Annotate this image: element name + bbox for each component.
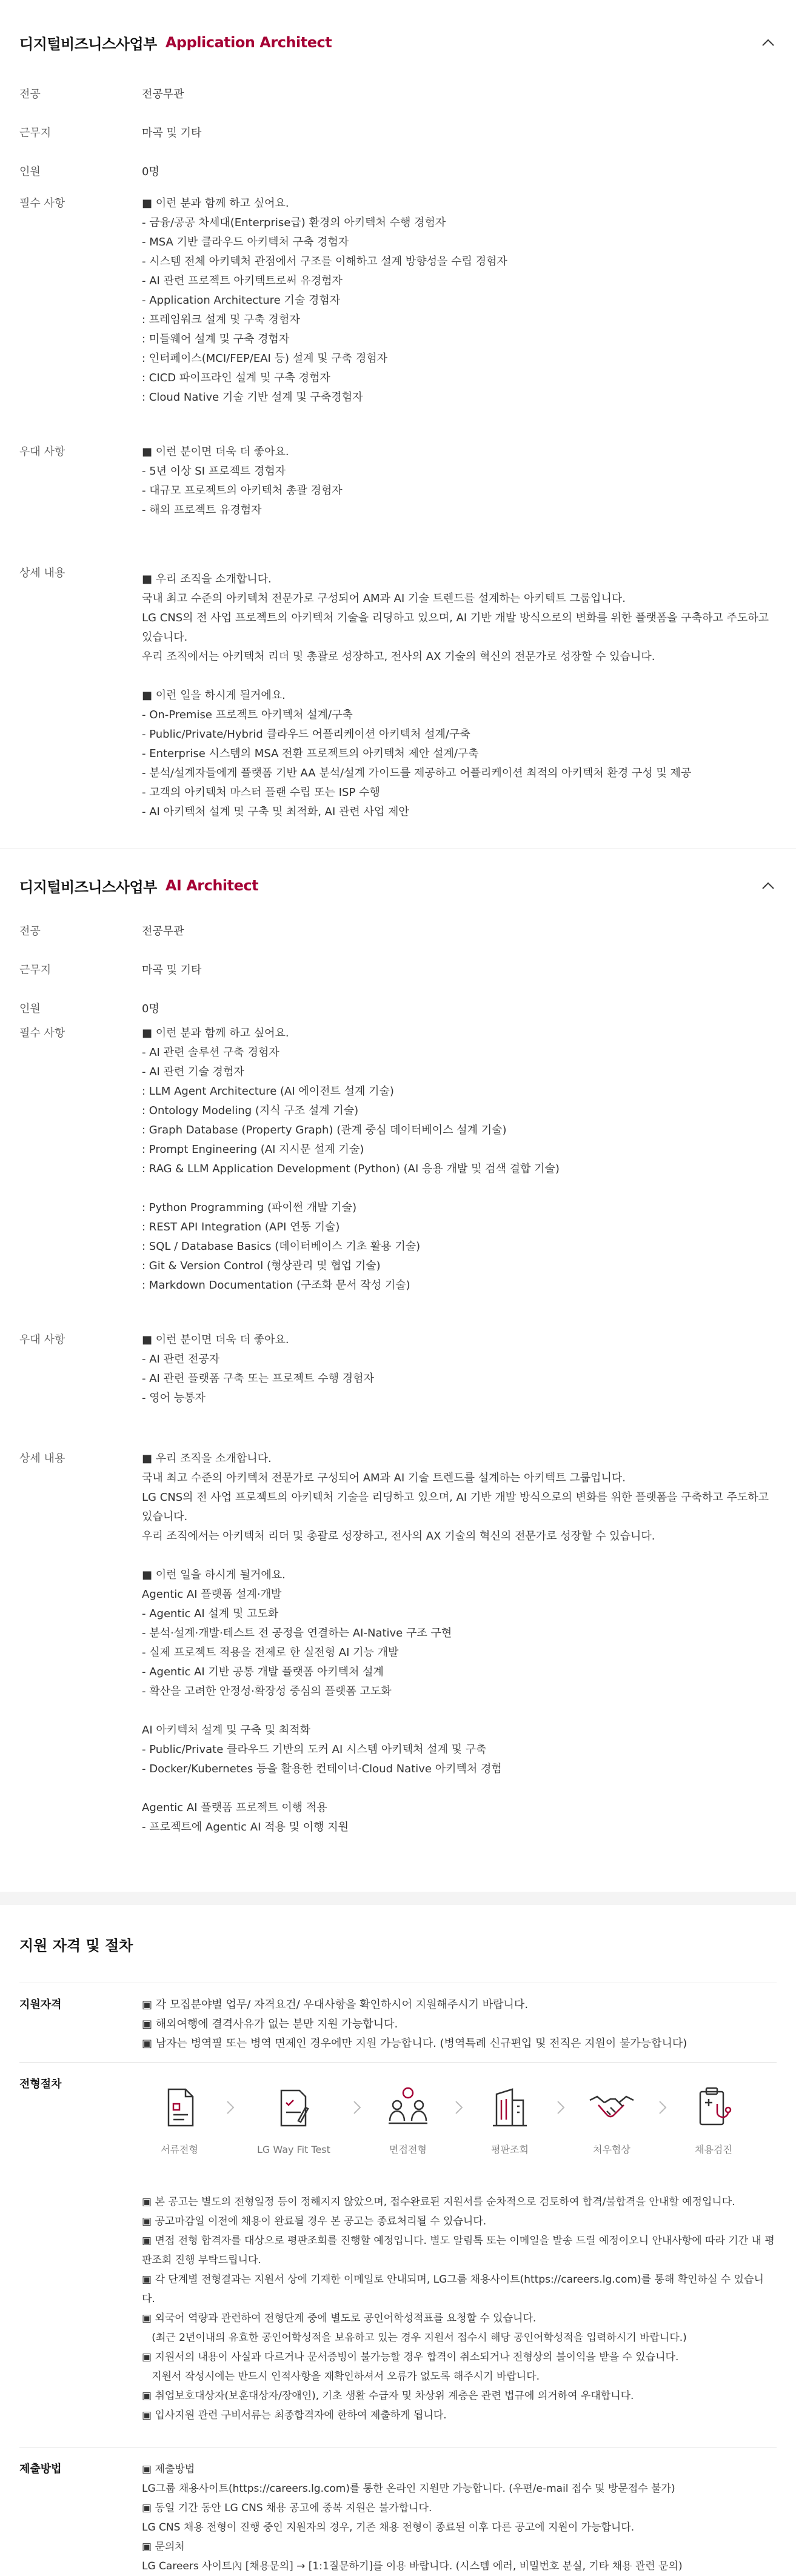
field-label: 지원자격 [19,1998,62,2011]
list-item: ■ 우리 조직을 소개합니다. [142,573,272,586]
step-label: 서류전형 [161,2144,198,2155]
field-detail [19,564,777,821]
process-step [155,2083,204,2160]
list-item: ▣ 동일 기간 동안 LG CNS 채용 공고에 중복 지원은 불가합니다. [142,2502,432,2514]
list-item: : Cloud Native 기술 기반 설계 및 구축경험자 [142,391,363,404]
qualification-row [19,1983,777,2062]
job-header[interactable] [19,849,777,922]
process-notes [142,2192,777,2425]
field-label: 필수 사항 [19,1027,65,1039]
field-label: 근무지 [19,964,52,976]
list-item: ■ 이런 분과 함께 하고 싶어요. [142,1027,289,1039]
handshake-icon [587,2083,636,2132]
list-item: ▣ 해외여행에 결격사유가 없는 분만 지원 가능합니다. [142,2018,398,2030]
list-item: - 분석·설계·개발·테스트 전 공정을 연결하는 AI-Native 구조 구현 [142,1627,452,1640]
list-item [142,1179,777,1198]
detail-list [142,1449,777,1849]
field-label: 상세 내용 [19,567,65,579]
chevron-right-icon [432,2083,486,2132]
job-posting-ai-architect [0,849,796,1849]
chevron-up-icon[interactable] [760,34,777,51]
field-value: 0명 [142,165,159,178]
field-required [19,1024,777,1330]
list-item: - 분석/설계자들에게 플랫폼 기반 AA 분석/설계 가이드를 제공하고 어플리케이션 최적의 아키텍처 환경 구성 및 제공 [142,767,692,779]
field-label: 전공 [19,88,41,101]
list-item: Agentic AI 플랫폼 설계·개발 [142,1588,282,1601]
field-label: 전형절차 [19,2078,62,2090]
step-label: 면접전형 [389,2144,427,2155]
interview-icon [384,2083,432,2132]
list-item: - 5년 이상 SI 프로젝트 경험자 [142,465,286,478]
list-item [142,667,777,686]
step-label: 평판조회 [490,2144,529,2155]
list-item: : Git & Version Control (형상관리 및 협업 기술) [142,1260,381,1272]
field-label: 근무지 [19,127,52,139]
list-item: ■ 이런 분과 함께 하고 싶어요. [142,197,289,210]
list-item: : 프레임워크 설계 및 구축 경험자 [142,313,300,326]
list-item: ▣ 공고마감일 이전에 채용이 완료될 경우 본 공고는 종료처리될 수 있습니다. [142,2215,487,2227]
list-item: - 해외 프로젝트 유경험자 [142,504,262,516]
list-item: : Ontology Modeling (지식 구조 설계 기술) [142,1104,359,1117]
medical-check-icon [689,2083,738,2132]
list-item: ▣ 문의처 [142,2541,185,2553]
field-value: 마곡 및 기타 [142,127,202,139]
list-item: - Public/Private 클라우드 기반의 도커 AI 시스템 아키텍처 설계 및 구축 [142,1743,487,1756]
department-name: 디지털비즈니스사업부 [19,35,157,53]
list-item: - AI 관련 전공자 [142,1353,220,1366]
process-row [19,2063,777,2447]
field-label: 상세 내용 [19,1452,65,1465]
list-item: - AI 관련 기술 경험자 [142,1066,244,1078]
list-item: ▣ 제출방법 [142,2463,195,2475]
detail-list [142,564,777,821]
list-item: - AI 관련 솔루션 구축 경험자 [142,1046,279,1059]
process-step [257,2083,330,2160]
list-item: : Markdown Documentation (구조화 문서 작성 기술) [142,1279,410,1292]
process-step [587,2083,636,2160]
chevron-right-icon [330,2083,384,2132]
field-location [19,124,777,162]
list-item [142,1779,777,1798]
list-item: ▣ 외국어 역량과 관련하여 전형단계 중에 별도로 공인어학성적표를 요청할 수 있습니다. [142,2312,537,2324]
qualification-list [142,1995,777,2062]
field-preferred [19,1330,777,1449]
step-label: 채용검진 [694,2144,732,2155]
list-item: ■ 우리 조직을 소개합니다. [142,1452,272,1465]
list-item: : RAG & LLM Application Development (Python) (AI 응용 개발 및 검색 결합 기술) [142,1163,560,1175]
apply-heading: 지원 자격 및 절차 [19,1937,133,1954]
list-item: ■ 이런 일을 하시게 될거에요. [142,689,286,702]
checklist-icon [269,2083,318,2132]
list-item: - AI 아키텍처 설계 및 구축 및 최적화, AI 관련 사업 제안 [142,806,409,818]
preferred-list [142,1330,777,1449]
list-item: ■ 이런 분이면 더욱 더 좋아요. [142,445,289,458]
list-item: - Docker/Kubernetes 등을 활용한 컨테이너·Cloud Native 아키텍처 경험 [142,1763,502,1775]
job-header[interactable] [19,0,777,85]
document-icon [155,2083,204,2132]
list-item: - MSA 기반 클라우드 아키텍처 구축 경험자 [142,236,349,249]
field-label: 전공 [19,925,41,938]
list-item: 우리 조직에서는 아키텍처 리더 및 총괄로 성장하고, 전사의 AX 기술의 혁신의 전문가로 성장할 수 있습니다. [142,1530,655,1543]
list-item: - 실제 프로젝트 적용을 전제로 한 실전형 AI 기능 개발 [142,1646,399,1659]
list-item: : Prompt Engineering (AI 지시문 설계 기술) [142,1143,364,1156]
list-item: - Application Architecture 기술 경험자 [142,294,341,307]
list-item: : 인터페이스(MCI/FEP/EAI 등) 설계 및 구축 경험자 [142,352,387,365]
process-step [486,2083,534,2160]
field-label: 인원 [19,1003,41,1015]
list-item: - Public/Private/Hybrid 클라우드 어플리케이션 아키텍처 설계/구축 [142,728,470,741]
list-item: - On-Premise 프로젝트 아키텍처 설계/구축 [142,709,353,721]
department-name: 디지털비즈니스사업부 [19,878,157,896]
field-value: 전공무관 [142,88,184,101]
list-item: - 시스템 전체 아키텍처 관점에서 구조를 이해하고 설계 방향성을 수립 경험자 [142,255,507,268]
list-item: : LLM Agent Architecture (AI 에이전트 설계 기술) [142,1085,394,1098]
chevron-up-icon[interactable] [760,877,777,894]
list-item: LG Careers 사이트內 [채용문의] → [1:1질문하기]를 이용 바랍니다. (시스템 에러, 비밀번호 분실, 기타 채용 관련 문의) [142,2560,683,2572]
list-item: : CICD 파이프라인 설계 및 구축 경험자 [142,372,330,384]
list-item: 국내 최고 수준의 아키텍처 전문가로 구성되어 AM과 AI 기술 트렌드를 설계하는 아키텍트 그룹입니다. [142,592,626,605]
list-item: ■ 이런 분이면 더욱 더 좋아요. [142,1333,289,1346]
field-value: 0명 [142,1003,159,1015]
chevron-right-icon [636,2083,689,2132]
list-item: ■ 이런 일을 하시게 될거에요. [142,1569,286,1581]
field-headcount [19,999,777,1024]
process-content [142,2075,777,2447]
step-label: LG Way Fit Test [257,2144,330,2155]
section-divider [0,1892,796,1905]
list-item [142,1701,777,1721]
submit-list [142,2460,777,2576]
list-item: - 고객의 아키텍처 마스터 플랜 수립 또는 ISP 수행 [142,786,380,799]
step-label: 처우협상 [592,2144,630,2155]
field-preferred [19,442,777,564]
field-detail [19,1449,777,1849]
list-item: : Graph Database (Property Graph) (관계 중심 데이터베이스 설계 기술) [142,1124,507,1136]
list-item: : Python Programming (파이썬 개발 기술) [142,1201,357,1214]
job-title: AI Architect [165,877,259,894]
required-list [142,194,777,442]
field-headcount [19,162,777,194]
list-item: LG CNS 채용 전형이 진행 중인 지원자의 경우, 기존 채용 전형이 종료된 이후 다른 공고에 지원이 가능합니다. [142,2521,635,2534]
list-item: ▣ 본 공고는 별도의 전형일정 등이 정해지지 않았으며, 접수완료된 지원서를 순차적으로 검토하여 합격/불합격을 안내할 예정입니다. [142,2196,735,2208]
list-item: ▣ 남자는 병역필 또는 병역 면제인 경우에만 지원 가능합니다. (병역특례 신규편입 및 전직은 지원이 불가능합니다) [142,2037,687,2050]
list-item: 우리 조직에서는 아키텍처 리더 및 총괄로 성장하고, 전사의 AX 기술의 혁신의 전문가로 성장할 수 있습니다. [142,650,655,663]
list-item: ▣ 취업보호대상자(보훈대상자/장애인), 기초 생활 수급자 및 차상위 계층은 관련 법규에 의거하여 우대합니다. [142,2390,634,2402]
list-item: ▣ 각 단계별 전형결과는 지원서 상에 기재한 이메일로 안내되며, LG그룹 채용사이트(https://careers.lg.com)를 통해 확인하실 수 있습니다. [142,2274,764,2305]
list-item: - 확산을 고려한 안정성·확장성 중심의 플랫폼 고도화 [142,1685,392,1698]
list-item: : 미들웨어 설계 및 구축 경험자 [142,333,290,345]
chevron-right-icon [204,2083,257,2132]
field-label: 우대 사항 [19,445,65,458]
list-item: - Agentic AI 설계 및 고도화 [142,1607,279,1620]
list-item: ▣ 각 모집분야별 업무/ 자격요건/ 우대사항을 확인하시어 지원해주시기 바랍니다. [142,1998,529,2011]
list-item: AI 아키텍처 설계 및 구축 및 최적화 [142,1724,310,1737]
list-item: 국내 최고 수준의 아키텍처 전문가로 구성되어 AM과 AI 기술 트렌드를 설계하는 아키텍트 그룹입니다. [142,1472,626,1484]
list-item: - AI 관련 프로젝트 아키텍트로써 유경험자 [142,275,343,287]
field-required [19,194,777,442]
list-item: : SQL / Database Basics (데이터베이스 기초 활용 기술) [142,1240,421,1253]
field-label: 필수 사항 [19,197,65,210]
list-item: - 프로젝트에 Agentic AI 적용 및 이행 지원 [142,1821,349,1834]
list-item: - 금융/공공 차세대(Enterprise급) 환경의 아키텍처 수행 경험자 [142,216,446,229]
field-label: 제출방법 [19,2463,62,2475]
job-posting-application-architect [0,0,796,821]
list-item: - 대규모 프로젝트의 아키텍처 총괄 경험자 [142,484,343,497]
list-item: - AI 관련 플랫폼 구축 또는 프로젝트 수행 경험자 [142,1372,374,1385]
field-label: 인원 [19,165,41,178]
list-item: LG그룹 채용사이트(https://careers.lg.com)를 통한 온라인 지원만 가능합니다. (우편/e-mail 접수 및 방문접수 불가) [142,2483,675,2495]
list-item: - Enterprise 시스템의 MSA 전환 프로젝트의 아키텍처 제안 설계/구축 [142,747,479,760]
list-item: LG CNS의 전 사업 프로젝트의 아키텍처 기술을 리딩하고 있으며, AI 기반 개발 방식으로의 변화를 위한 플랫폼을 구축하고 주도하고 있습니다. [142,612,769,644]
building-icon [486,2083,534,2132]
list-item: - 영어 능통자 [142,1392,206,1404]
process-step [689,2083,738,2160]
field-track [19,85,777,124]
list-item: - Agentic AI 기반 공통 개발 플랫폼 아키텍처 설계 [142,1666,384,1678]
list-item: (최근 2년이내의 유효한 공인어학성적을 보유하고 있는 경우 지원서 접수시 해당 공인어학성적을 입력하시기 바랍니다.) [142,2332,687,2344]
chevron-right-icon [534,2083,587,2132]
process-steps [155,2083,777,2160]
field-track [19,922,777,961]
list-item: Agentic AI 플랫폼 프로젝트 이행 적용 [142,1801,327,1814]
preferred-list [142,442,777,564]
list-item: ▣ 지원서의 내용이 사실과 다르거나 문서증빙이 불가능할 경우 합격이 취소되거나 전형상의 불이익을 받을 수 있습니다. [142,2351,679,2363]
process-step [384,2083,432,2160]
field-value: 전공무관 [142,925,184,938]
list-item: : REST API Integration (API 연동 기술) [142,1221,340,1233]
job-title: Application Architect [165,34,332,51]
list-item: ▣ 면접 전형 합격자를 대상으로 평판조회를 진행할 예정입니다. 별도 알림톡 또는 이메일을 발송 드릴 예정이오니 안내사항에 따라 기간 내 평판조회 진행 부탁드립니다. [142,2235,775,2266]
field-label: 우대 사항 [19,1333,65,1346]
field-value: 마곡 및 기타 [142,964,202,976]
list-item [142,1546,777,1566]
list-item: 지원서 작성시에는 반드시 인적사항을 재확인하셔서 오류가 없도록 해주시기 바랍니다. [142,2371,540,2383]
submit-row [19,2448,777,2576]
apply-section [0,1905,796,2576]
field-location [19,961,777,999]
required-list [142,1024,777,1330]
list-item: ▣ 입사지원 관련 구비서류는 최종합격자에 한하여 제출하게 됩니다. [142,2409,447,2421]
list-item: LG CNS의 전 사업 프로젝트의 아키텍처 기술을 리딩하고 있으며, AI 기반 개발 방식으로의 변화를 위한 플랫폼을 구축하고 주도하고 있습니다. [142,1491,769,1523]
